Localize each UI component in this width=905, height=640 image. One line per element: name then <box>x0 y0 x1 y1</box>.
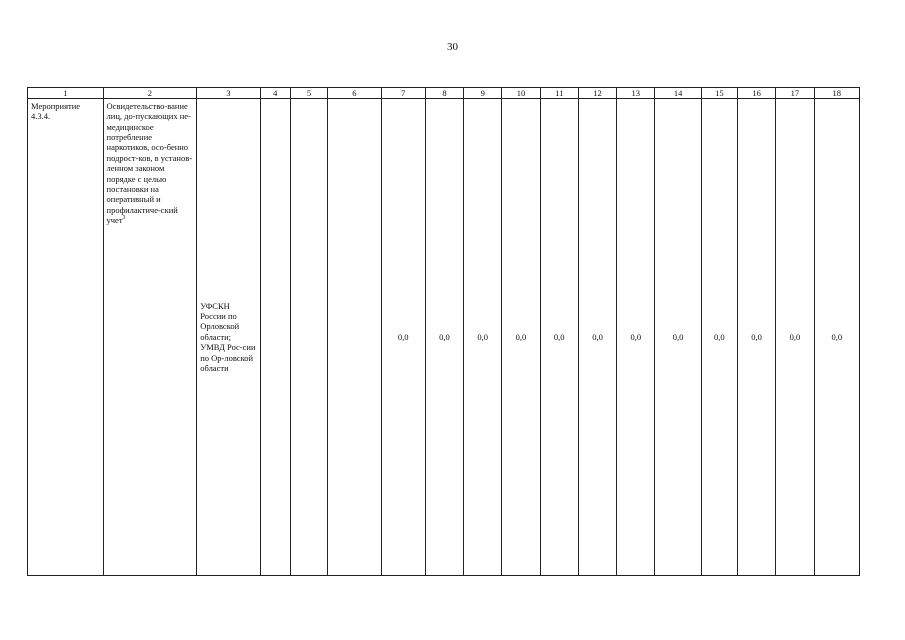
column-header: 8 <box>425 88 463 99</box>
column-header: 18 <box>814 88 859 99</box>
column-header: 3 <box>197 88 260 99</box>
column-header: 7 <box>381 88 425 99</box>
value-cell: 0,0 <box>578 99 616 576</box>
header-row <box>28 88 860 99</box>
value-cell: 0,0 <box>381 99 425 576</box>
column-header: 13 <box>617 88 655 99</box>
footnote-mark: 3 <box>122 215 126 222</box>
activity-number-cell <box>28 99 104 576</box>
activity-description-cell <box>103 99 197 576</box>
value-cell: 0,0 <box>655 99 701 576</box>
column-header: 1 <box>28 88 104 99</box>
activity-number: Мероприятие 4.3.4. <box>31 101 81 122</box>
value-cell: 0,0 <box>425 99 463 576</box>
column-header: 14 <box>655 88 701 99</box>
table-cell <box>260 99 290 576</box>
value-cell: 0,0 <box>617 99 655 576</box>
column-header: 9 <box>464 88 502 99</box>
value-cell: 0,0 <box>776 99 814 576</box>
column-header: 10 <box>502 88 540 99</box>
column-header: 4 <box>260 88 290 99</box>
value-cell: 0,0 <box>502 99 540 576</box>
value-cell: 0,0 <box>540 99 578 576</box>
column-header: 2 <box>103 88 197 99</box>
value-cell: 0,0 <box>737 99 775 576</box>
column-header: 6 <box>328 88 381 99</box>
value-cell: 0,0 <box>814 99 859 576</box>
column-header: 12 <box>578 88 616 99</box>
value-cell: 0,0 <box>701 99 737 576</box>
page-number: 30 <box>447 41 458 53</box>
column-header: 17 <box>776 88 814 99</box>
responsible-executor: УФСКН России по Орловской области; УМВД Рос-сии по Ор-ловской области <box>200 300 256 373</box>
column-header: 15 <box>701 88 737 99</box>
column-header: 5 <box>290 88 327 99</box>
value-cell: 0,0 <box>464 99 502 576</box>
activity-table <box>27 87 860 576</box>
table-cell <box>328 99 381 576</box>
activity-description <box>104 99 197 227</box>
table-row <box>28 99 860 576</box>
responsible-executor-cell <box>197 99 260 576</box>
column-header: 16 <box>737 88 775 99</box>
table-cell <box>290 99 327 576</box>
description-text: Освидетельство-вание лиц, до-пускающих не-медицинское потребление наркотиков, осо-бенно подрост-ков, в установ-ленном законом порядке с целью постановки на оперативный и профилактиче-ский учет <box>106 101 193 225</box>
column-header: 11 <box>540 88 578 99</box>
